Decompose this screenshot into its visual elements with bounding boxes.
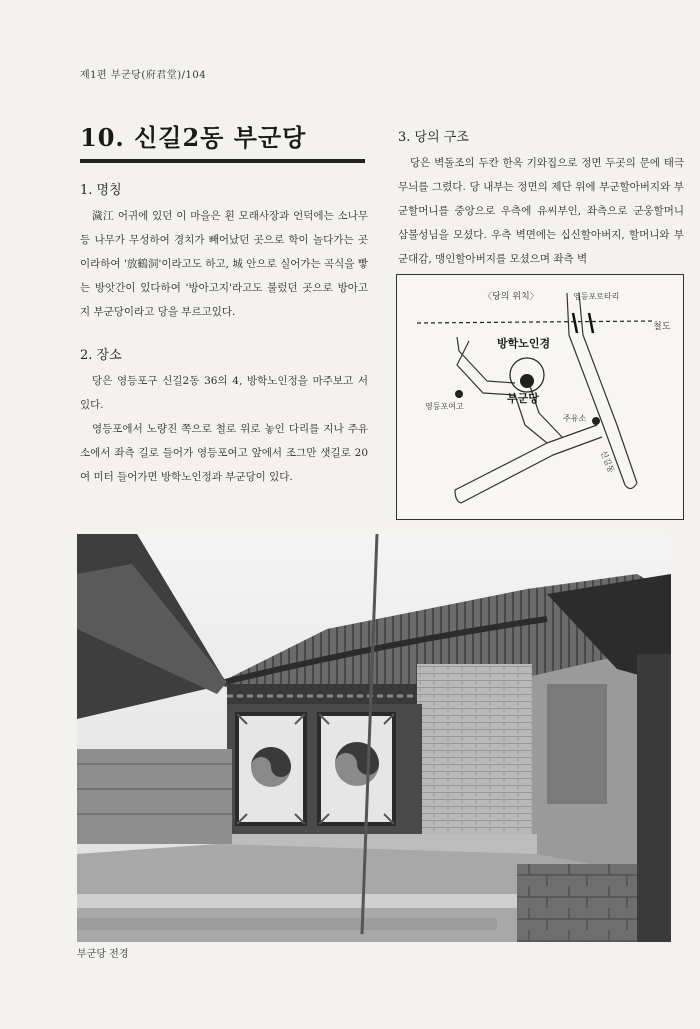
shrine-marker (520, 374, 534, 388)
map-road (455, 490, 461, 503)
chapter-title: 10. 신길2동 부군당 (80, 123, 307, 152)
location-map (396, 274, 684, 520)
map-road (625, 483, 637, 489)
gas-station-marker (592, 417, 600, 425)
railway-line (417, 321, 655, 323)
title-rule (80, 159, 365, 163)
map-label-dong: 신길동 (598, 449, 616, 475)
map-label-railway: 철도 (653, 322, 671, 332)
section-name-text: 濊江 어귀에 있던 이 마을은 흰 모래사장과 언덕에는 소나무 등 나무가 무성하여 경치가 빼어났던 곳으로 학이 놀다가는 곳이라하여 '放鶴洞'이라고도 하고, 城 안으로 실어가는 곡식을 빻는 방앗간이 있다하여 '방아고지'라고도 불렀던 곳으로 방아고지 부군당이라고 당을 부르고있다. (80, 210, 368, 318)
shrine-photo-drawing (77, 534, 671, 942)
map-road (461, 437, 602, 503)
section-location-heading: 2. 장소 (80, 348, 122, 363)
shrine-photograph (77, 534, 671, 942)
map-road (455, 425, 597, 490)
section-structure-text: 당은 벽돌조의 두칸 한옥 기와집으로 정면 두곳의 문에 태극무늬를 그렸다. 당 내부는 정면의 제단 위에 부군할아버지와 부군할머니를 중앙으로 우측에 유씨부인, 좌측으로 군웅할머니 삼불성님을 모셨다. 우측 벽면에는 십신할아버지, 할머니와 부군대감, 맹인할아버지를 모셨으며 좌측 벽 (398, 157, 684, 265)
bridge-mark (573, 313, 577, 333)
left-column (80, 118, 368, 489)
section-location-text-2: 영등포에서 노량진 쪽으로 철로 위로 놓인 다리를 지나 주유소에서 좌측 길로 들어가 영등포여고 앞에서 조그만 샛길로 20여 미터 들어가면 방학노인정과 부군당이 있다. (80, 423, 368, 483)
section-name-heading: 1. 명칭 (80, 183, 122, 198)
map-label-senior-center: 방학노인경 (497, 337, 551, 350)
map-label-shrine: 부군당 (507, 392, 539, 405)
map-drawing (397, 275, 683, 519)
bridge-mark (589, 313, 593, 333)
photo-caption: 부군당 전경 (77, 949, 129, 960)
running-header: 제1편 부군당(府君堂)/104 (80, 70, 207, 81)
section-location-text-1: 당은 영등포구 신길2동 36의 4, 방학노인정을 마주보고 서있다. (80, 375, 368, 411)
map-label-rotary: 영등포로타리 (573, 292, 620, 301)
school-marker (455, 390, 463, 398)
map-title: 〈당의 위치〉 (483, 292, 539, 302)
map-label-gas-station: 주유소 (563, 414, 587, 423)
right-column (398, 126, 684, 271)
map-label-school: 영등포여고 (425, 402, 464, 411)
section-structure-heading: 3. 당의 구조 (398, 130, 469, 145)
